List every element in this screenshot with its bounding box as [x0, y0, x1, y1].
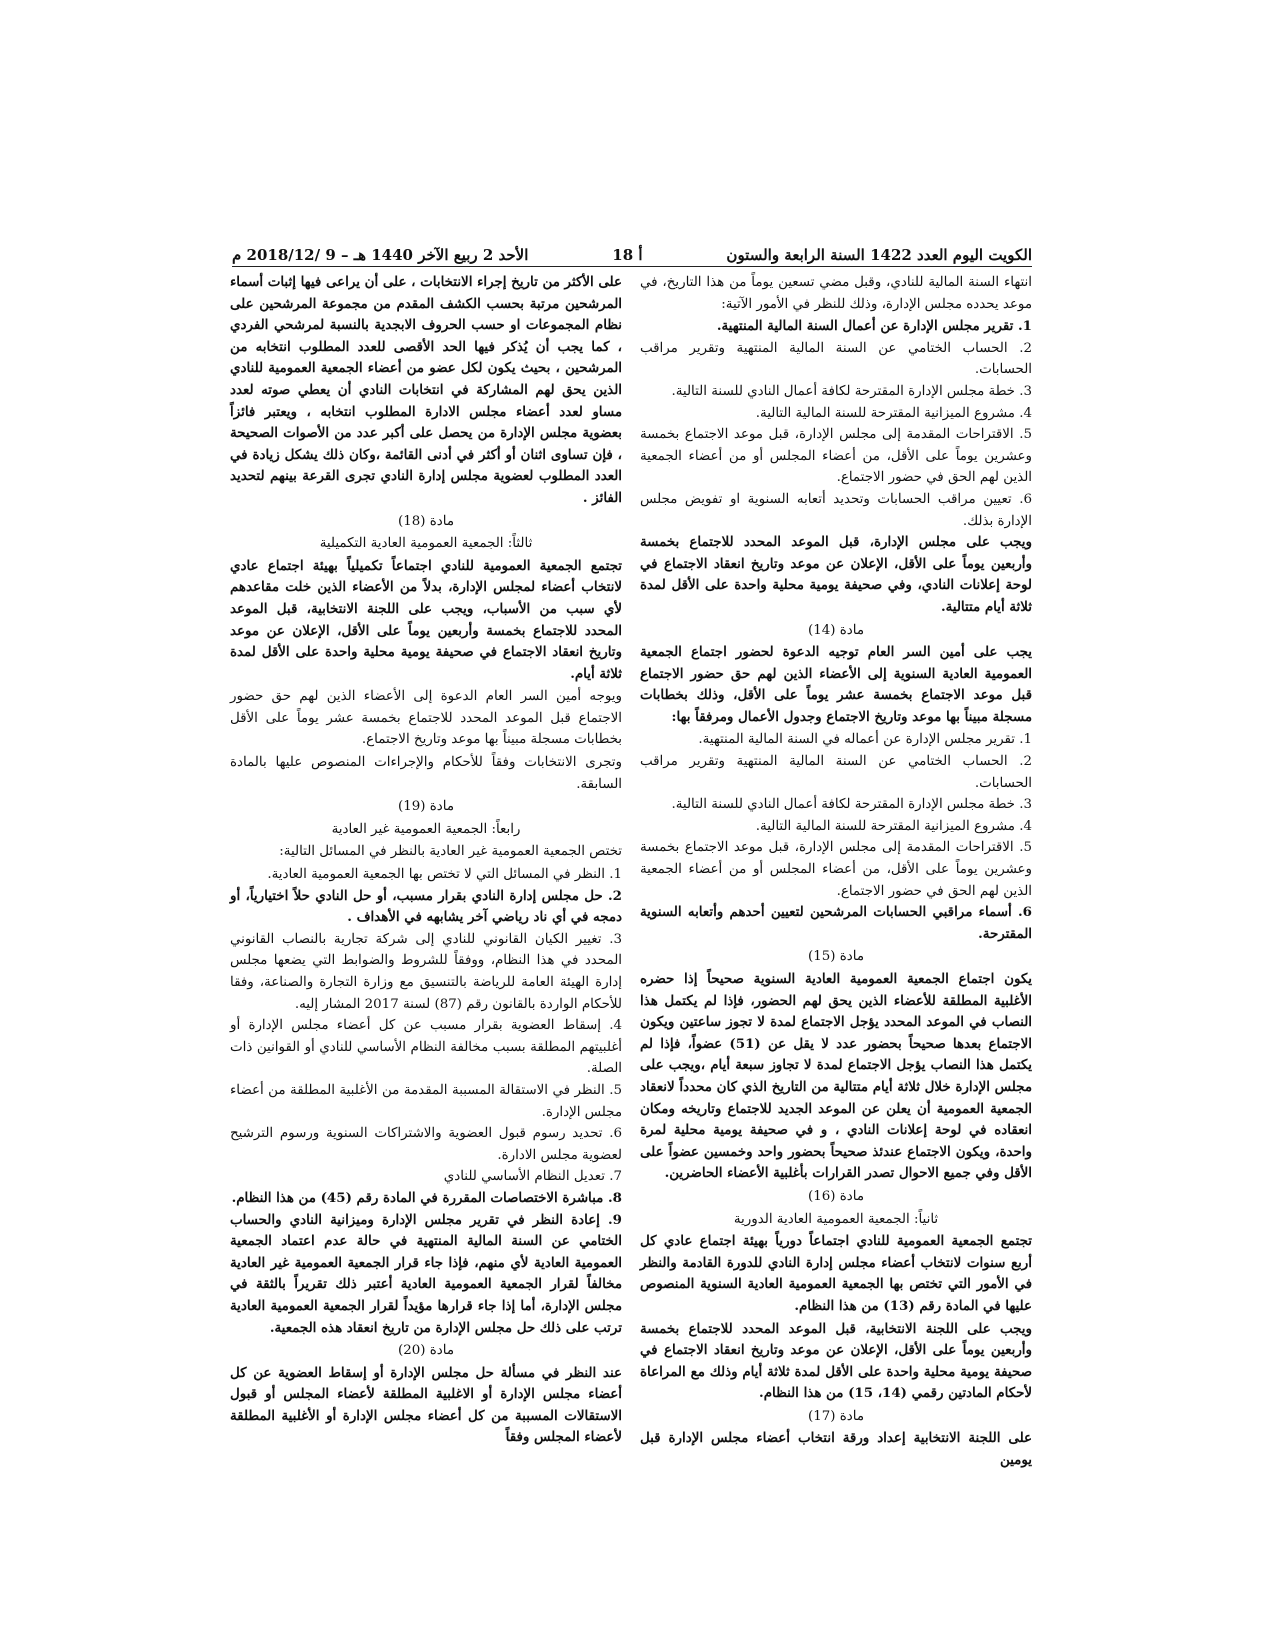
list-item: 3. خطة مجلس الإدارة المقترحة لكافة أعمال النادي للسنة التالية.	[671, 797, 1032, 813]
list-item: 1. تقرير مجلس الإدارة عن أعمال السنة المالية المنتهية.	[716, 318, 1032, 335]
list-item: 5. الاقتراحات المقدمة إلى مجلس الإدارة، قبل موعد الاجتماع بخمسة وعشرين يوماً على الأقل، من أعضاء المجلس أو من أعضاء الجمعية الذين لهم الحق في حضور الاجتماع.	[640, 427, 1032, 486]
article-16-text: تجتمع الجمعية العمومية للنادي اجتماعاً دورياً بهيئة اجتماع عادي كل أربع سنوات لانتخاب أعضاء مجلس إدارة النادي للدورة القادمة والنظر في الأمور التي تختص بها الجمعية العمومية العادية السنوية المنصوص عليها في المادة رقم (13) من هذا النظام.	[640, 1233, 1032, 1314]
article-19-subtitle: رابعاً: الجمعية العمومية غير العادية	[331, 821, 521, 837]
article-16-title: مادة (16)	[808, 1188, 864, 1204]
page-header	[232, 238, 1032, 264]
page-number: أ 18	[612, 246, 643, 264]
article-18-subtitle: ثالثاً: الجمعية العمومية العادية التكميلية	[319, 536, 533, 552]
list-item: 2. حل مجلس إدارة النادي بقرار مسبب، أو حل النادي حلاً اختيارياً، أو دمجه في أي ناد رياضي آخر يشابهه في الأهداف .	[230, 887, 622, 926]
article-14-text: يجب على أمين السر العام توجيه الدعوة لحضور اجتماع الجمعية العمومية العادية السنوية إلى الأعضاء الذين لهم حق حضور الاجتماع قبل موعد الاجتماع بخمسة عشر يوماً على الأقل، وذلك بخطابات مسجلة مبيناً بها موعد وتاريخ الاجتماع وجدول الأعمال ومرفقاً بها:	[640, 644, 1032, 725]
list-item: 8. مباشرة الاختصاصات المقررة في المادة رقم (45) من هذا النظام.	[231, 1189, 622, 1206]
article-16-text-2: ويجب على اللجنة الانتخابية، قبل الموعد المحدد للاجتماع بخمسة وأربعين يوماً على الأقل، الإعلان عن موعد وتاريخ انعقاد الاجتماع في صحيفة يومية محلية واحدة على الأقل لمدة ثلاثة أيام وذلك مع المراعاة لأحكام المادتين رقمي (14، 15) من هذا النظام.	[640, 1320, 1032, 1402]
continued-paragraph: على الأكثر من تاريخ إجراء الانتخابات ، على أن يراعى فيها إثبات أسماء المرشحين مرتبة بحسب الكشف المقدم من مجموعة المرشحين على نظام المجموعات او حسب الحروف الابجدية بالنسبة لمرشحي الفردي ، كما يجب أن يُذكر فيها الحد الأقصى للعدد المطلوب انتخابه من المرشحين ، بحيث يكون لكل عضو من أعضاء الجمعية العمومية للنادي الذين يحق لهم المشاركة في انتخابات النادي أن يعطي صوته لعدد مساو لعدد أعضاء مجلس الادارة المطلوب انتخابه ، ويعتبر فائزاً بعضوية مجلس الإدارة من يحصل على أكبر عدد من الأصوات الصحيحة ، فإن تساوى اثنان أو أكثر في أدنى القائمة ،وكان ذلك يشكل زيادة في العدد المطلوب لعضوية مجلس إدارة النادي تجرى القرعة بينهم لتحديد الفائز .	[230, 274, 622, 506]
list-item: 4. مشروع الميزانية المقترحة للسنة المالية التالية.	[755, 405, 1032, 421]
article-20-text: عند النظر في مسألة حل مجلس الإدارة أو إسقاط العضوية عن كل أعضاء مجلس الإدارة أو الاغلبية المطلقة لأعضاء المجلس أو قبول الاستقالات المسببة من كل أعضاء مجلس الإدارة أو الأغلبية المطلقة لأعضاء المجلس وفقاً	[230, 1364, 622, 1446]
list-item: 6. تعيين مراقب الحسابات وتحديد أتعابه السنوية او تفويض مجلس الإدارة بذلك.	[640, 491, 1032, 529]
article-14-title: مادة (14)	[808, 622, 864, 638]
list-item: 2. الحساب الختامي عن السنة المالية المنتهية وتقرير مراقب الحسابات.	[640, 754, 1032, 791]
issue-info: الكويت اليوم العدد 1422 السنة الرابعة والستون	[726, 246, 1032, 264]
list-item: 6. تحديد رسوم قبول العضوية والاشتراكات السنوية ورسوم الترشيح لعضوية مجلس الادارة.	[230, 1126, 622, 1163]
article-19-title: مادة (19)	[398, 799, 454, 815]
list-item: 6. أسماء مراقبي الحسابات المرشحين لتعيين أحدهم وأتعابه السنوية المقترحة.	[640, 904, 1032, 942]
article-18-text-3: وتجرى الانتخابات وفقاً للأحكام والإجراءات المنصوص عليها بالمادة السابقة.	[230, 755, 622, 792]
list-item: 1. النظر في المسائل التي لا تختص بها الجمعية العمومية العادية.	[267, 867, 622, 883]
list-item: 5. الاقتراحات المقدمة إلى مجلس الإدارة، قبل موعد الاجتماع بخمسة وعشرين يوماً على الأقل، من أعضاء المجلس أو من أعضاء الجمعية الذين لهم الحق في حضور الاجتماع.	[640, 840, 1032, 899]
list-item: 4. إسقاط العضوية بقرار مسبب عن كل أعضاء مجلس الإدارة أو أغلبيتهم المطلقة بسبب مخالفة النظام الأساسي للنادي أو القوانين ذات الصلة.	[230, 1018, 622, 1077]
article-20-title: مادة (20)	[398, 1343, 454, 1359]
list-item: 7. تعديل النظام الأساسي للنادي	[443, 1169, 622, 1185]
announcement-paragraph: ويجب على مجلس الإدارة، قبل الموعد المحدد للاجتماع بخمسة وأربعين يوماً على الأقل، الإعلان عن موعد وتاريخ انعقاد الاجتماع في لوحة إعلانات النادي، وفي صحيفة يومية محلية واحدة على الأقل لمدة ثلاثة أيام متتالية.	[640, 534, 1032, 615]
intro-paragraph: انتهاء السنة المالية للنادي، وقبل مضي تسعين يوماً من هذا التاريخ، في موعد يحدده مجلس الإدارة، وذلك للنظر في الأمور الآتية:	[640, 275, 1032, 312]
list-item: 1. تقرير مجلس الإدارة عن أعماله في السنة المالية المنتهية.	[698, 732, 1032, 748]
article-18-text: تجتمع الجمعية العمومية للنادي اجتماعاً تكميلياً بهيئة اجتماع عادي لانتخاب أعضاء لمجلس الإدارة، بدلاً من الأعضاء الذين خلت مقاعدهم لأي سبب من الأسباب، ويجب على اللجنة الانتخابية، قبل الموعد المحدد للاجتماع بخمسة وأربعين يوماً على الأقل، الإعلان عن موعد وتاريخ انعقاد الاجتماع في صحيفة يومية محلية واحدة على الأقل لمدة ثلاثة أيام.	[230, 557, 622, 682]
right-column	[640, 272, 1032, 1469]
article-15-title: مادة (15)	[808, 949, 864, 965]
list-item: 4. مشروع الميزانية المقترحة للسنة المالية التالية.	[755, 818, 1032, 834]
list-item: 3. تغيير الكيان القانوني للنادي إلى شركة تجارية بالنصاب القانوني المحدد في هذا النظام، ووفقاً للشروط والضوابط التي يضعها مجلس إدارة الهيئة العامة للرياضة بالتنسيق مع وزارة التجارة والصناعة، وفقا للأحكام الواردة بالقانون رقم (87) لسنة 2017 المشار إليه.	[230, 931, 622, 1012]
list-item: 9. إعادة النظر في تقرير مجلس الإدارة وميزانية النادي والحساب الختامي عن السنة المالية المنتهية في حالة عدم اعتماد الجمعية العمومية العادية لأي منهم، فإذا جاء قرار الجمعية العمومية غير العادية مخالفاً لقرار الجمعية العمومية العادية أعتبر ذلك تقريراً بالثقة في مجلس الإدارة، أما إذا جاء قرارها مؤيداً لقرار الجمعية العمومية العادية ترتب على ذلك حل مجلس الإدارة من تاريخ انعقاد هذه الجمعية.	[230, 1211, 622, 1336]
article-15-text: يكون اجتماع الجمعية العمومية العادية السنوية صحيحاً إذا حضره الأغلبية المطلقة للأعضاء الذين يحق لهم الحضور، فإذا لم يكتمل هذا النصاب في الموعد المحدد يؤجل الاجتماع لمدة لا تجوز ساعتين ويكون الاجتماع بعدها صحيحاً بحضور عدد لا يقل عن (51) عضواً، فإذا لم يكتمل هذا النصاب يؤجل الاجتماع لمدة لا تجاوز سبعة أيام ،ويجب على مجلس الإدارة خلال ثلاثة أيام متتالية من التاريخ الذي كان محدداً لانعقاد الجمعية العمومية أن يعلن عن الموعد الجديد للاجتماع وتاريخه ومكان انعقاده في لوحة إعلانات النادي ، و في صحيفة يومية محلية لمرة واحدة، ويكون الاجتماع عندئذ صحيحاً بحضور واحد وخمسين عضواً على الأقل وفي جميع الاحوال تصدر القرارات بأغلبية الأعضاء الحاضرين.	[640, 971, 1032, 1182]
article-16-subtitle: ثانياً: الجمعية العمومية العادية الدورية	[733, 1211, 939, 1227]
list-item: 3. خطة مجلس الإدارة المقترحة لكافة أعمال النادي للسنة التالية.	[671, 383, 1032, 399]
header-rule	[232, 266, 1032, 267]
article-17-title: مادة (17)	[808, 1408, 864, 1424]
list-item: 5. النظر في الاستقالة المسببة المقدمة من الأغلبية المطلقة من أعضاء مجلس الإدارة.	[230, 1082, 622, 1120]
article-18-text-2: ويوجه أمين السر العام الدعوة إلى الأعضاء الذين لهم حق حضور الاجتماع قبل الموعد المحدد للاجتماع بخمسة عشر يوماً على الأقل بخطابات مسجلة مبيناً بها موعد وتاريخ الاجتماع.	[230, 689, 622, 748]
article-17-text: على اللجنة الانتخابية إعداد ورقة انتخاب أعضاء مجلس الإدارة قبل يومين	[640, 1430, 1032, 1469]
left-column	[230, 272, 622, 1446]
issue-date: الأحد 2 ربيع الآخر 1440 هـ – 9 /2018/12 م	[232, 246, 529, 264]
article-19-text: تختص الجمعية العمومية غير العادية بالنظر في المسائل التالية:	[279, 844, 622, 860]
list-item: 2. الحساب الختامي عن السنة المالية المنتهية وتقرير مراقب الحسابات.	[640, 340, 1032, 378]
article-18-title: مادة (18)	[398, 513, 454, 529]
